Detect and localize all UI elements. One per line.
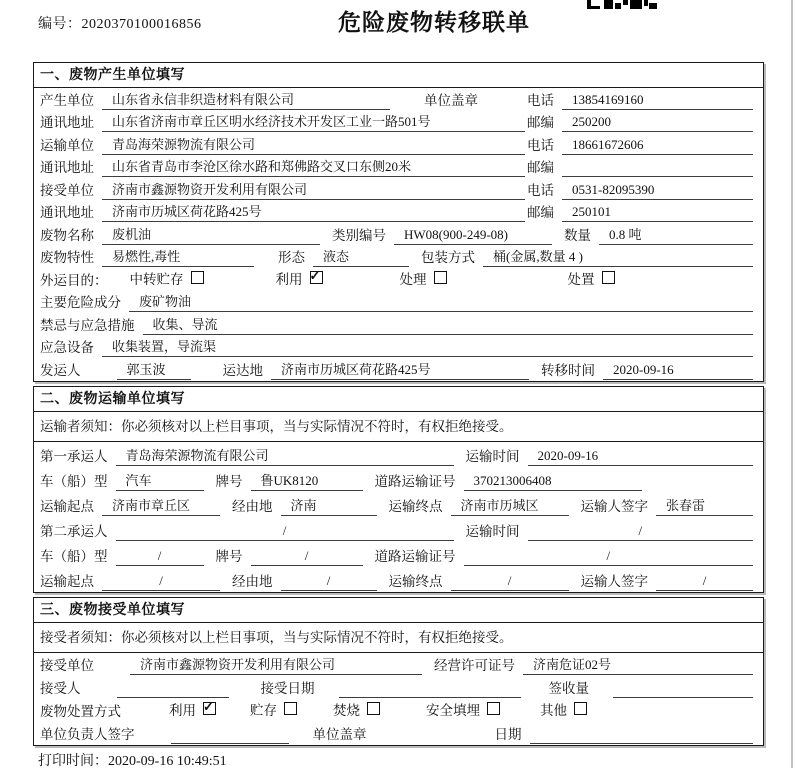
shipper-field: 郭玉波 — [117, 359, 191, 380]
road-permit-label: 道路运输证号 — [374, 473, 456, 489]
received-qty-label: 签收量 — [548, 680, 589, 696]
receiver-address-field: 济南市历城区荷花路425号 — [102, 201, 525, 222]
unit-seal-label: 单位盖章 — [424, 92, 478, 108]
taboo-measures-row — [34, 313, 763, 336]
recipient-field — [117, 681, 229, 698]
transporter-address-field: 山东省青岛市李沧区徐水路和郑佛路交叉口东侧20米 — [102, 156, 525, 177]
responsible-sign-label: 单位负责人签字 — [40, 726, 135, 742]
destination-field: 济南市历城区荷花路425号 — [271, 359, 529, 380]
origin-label: 运输起点 — [40, 573, 94, 589]
waste-name-label: 废物名称 — [40, 227, 94, 243]
main-hazard-field: 废矿物油 — [129, 291, 753, 312]
checkbox-utilize — [310, 271, 323, 284]
plate-field-2: / — [251, 548, 363, 566]
date-label: 日期 — [494, 726, 522, 742]
endpoint-field: 济南市历城区 — [451, 495, 569, 516]
checkbox-disposal-landfill — [487, 702, 500, 715]
packaging-label: 包装方式 — [421, 250, 475, 265]
origin-field: 济南市章丘区 — [102, 495, 220, 516]
purpose-row — [34, 268, 763, 291]
responsible-sign-field — [171, 727, 289, 744]
transport-time-field: 2020-09-16 — [528, 448, 754, 466]
phone-label: 电话 — [527, 137, 554, 153]
transfer-time-label: 转移时间 — [541, 362, 595, 378]
producer-unit-field: 山东省永信非织造材料有限公司 — [102, 89, 390, 110]
disposal-option-storage: 贮存 — [250, 699, 297, 721]
origin-label: 运输起点 — [40, 498, 94, 514]
transporter-unit-label: 运输单位 — [40, 137, 94, 153]
transporter-notice: 运输者须知：你必须核对以上栏目事项，当与实际情况不符时，有权拒绝接受。 — [34, 412, 763, 442]
disposal-option-other: 其他 — [540, 699, 587, 721]
license-label: 经营许可证号 — [434, 657, 515, 673]
phone-label: 电话 — [527, 182, 554, 198]
receiving-unit-field: 济南市鑫源物资开发利用有限公司 — [130, 654, 422, 675]
receiving-unit-row — [34, 653, 763, 676]
producer-phone-field: 13854169160 — [562, 92, 753, 110]
print-time-value: 2020-09-16 10:49:51 — [108, 754, 227, 769]
vehicle-row-2 — [34, 542, 763, 567]
via-field: 济南 — [281, 495, 377, 516]
form-label: 形态 — [278, 250, 305, 265]
second-carrier-row — [34, 517, 763, 542]
address-label: 通讯地址 — [40, 115, 94, 130]
category-label: 类别编号 — [332, 227, 386, 243]
address-label: 通讯地址 — [40, 160, 94, 175]
endpoint-label: 运输终点 — [388, 573, 443, 589]
transporter-address-row — [34, 156, 763, 179]
receiving-unit-label: 接受单位 — [40, 657, 94, 673]
carrier-sign-field-2: / — [656, 573, 753, 591]
receive-date-field — [339, 681, 521, 698]
disposal-method-row — [34, 699, 763, 722]
section-receiver-title: 三、废物接受单位填写 — [34, 598, 763, 623]
producer-address-row — [34, 111, 763, 134]
section-receiver — [33, 597, 764, 746]
zip-label: 邮编 — [527, 115, 554, 130]
shipper-label: 发运人 — [40, 362, 81, 378]
zip-label: 邮编 — [527, 205, 554, 220]
emergency-equipment-label: 应急设备 — [40, 340, 94, 355]
taboo-measures-field: 收集、导流 — [143, 314, 754, 335]
route-row-1 — [34, 492, 763, 517]
recipient-row — [34, 676, 763, 699]
unit-seal-label: 单位盖章 — [312, 726, 367, 742]
waste-character-label: 废物特性 — [40, 250, 94, 265]
producer-unit-row — [34, 88, 763, 111]
first-carrier-field: 青岛海荣源物流有限公司 — [116, 445, 454, 466]
road-permit-field: 370213006408 — [464, 473, 642, 491]
carrier-sign-field: 张春雷 — [656, 495, 753, 516]
producer-zip-field: 250200 — [562, 114, 753, 132]
main-hazard-label: 主要危险成分 — [40, 295, 121, 310]
destination-label: 运达地 — [222, 362, 263, 378]
transporter-phone-field: 18661672606 — [562, 137, 753, 155]
waste-character-row — [34, 246, 763, 269]
purpose-option-dispose: 处置 — [568, 268, 615, 290]
taboo-measures-label: 禁忌与应急措施 — [40, 317, 135, 333]
transporter-unit-field: 青岛海荣源物流有限公司 — [102, 134, 525, 155]
checkbox-transfer-storage — [191, 271, 204, 284]
document-number-value: 2020370100016856 — [81, 17, 202, 32]
transport-time-label: 运输时间 — [465, 523, 520, 539]
carrier-sign-label: 运输人签字 — [580, 498, 648, 514]
second-carrier-field: / — [116, 523, 454, 541]
checkbox-disposal-storage — [284, 702, 297, 715]
disposal-option-utilize: 利用 ✓ — [169, 699, 216, 721]
shipper-row — [34, 358, 763, 381]
purpose-option-utilize: 利用 ✓ — [276, 268, 323, 290]
waste-character-field: 易燃性,毒性 — [102, 246, 254, 267]
checkbox-disposal-incinerate — [367, 702, 380, 715]
endpoint-label: 运输终点 — [388, 498, 443, 514]
form-field: 液态 — [313, 246, 409, 267]
vehicle-type-field-2: / — [116, 548, 204, 566]
document-number-label: 编号： — [38, 17, 82, 32]
transfer-time-field: 2020-09-16 — [603, 362, 753, 380]
page-title: 危险废物转移联单 — [338, 10, 530, 35]
purpose-option-transfer-storage: 中转贮存 — [130, 268, 204, 290]
transport-time-field-2: / — [528, 523, 754, 541]
disposal-method-label: 废物处置方式 — [40, 703, 121, 719]
transporter-unit-row — [34, 133, 763, 156]
vehicle-type-label: 车（船）型 — [40, 473, 108, 489]
road-permit-field-2: / — [464, 548, 754, 566]
section-producer-title: 一、废物产生单位填写 — [34, 63, 763, 88]
first-carrier-row — [34, 442, 763, 467]
vehicle-row-1 — [34, 467, 763, 492]
waste-name-row — [34, 223, 763, 246]
checkbox-disposal-utilize — [203, 702, 216, 715]
manifest-form — [33, 62, 764, 750]
receiver-unit-row — [34, 178, 763, 201]
endpoint-field-2: / — [451, 573, 569, 591]
disposal-option-landfill: 安全填埋 — [426, 699, 500, 721]
packaging-field: 桶(金属,数量 4 ) — [483, 246, 753, 267]
waste-name-field: 废机油 — [102, 224, 320, 245]
receive-date-label: 接受日期 — [260, 680, 315, 696]
checkbox-dispose — [602, 271, 615, 284]
route-row-2 — [34, 567, 763, 592]
license-field: 济南危证02号 — [523, 654, 753, 675]
plate-label: 牌号 — [215, 473, 243, 489]
via-label: 经由地 — [232, 573, 273, 589]
main-hazard-row — [34, 291, 763, 314]
qr-code-fragment-icon — [587, 0, 657, 10]
recipient-label: 接受人 — [40, 680, 81, 696]
quantity-label: 数量 — [564, 227, 591, 243]
producer-unit-label: 产生单位 — [40, 92, 94, 108]
second-carrier-label: 第二承运人 — [40, 523, 108, 539]
receiver-address-row — [34, 201, 763, 224]
address-label: 通讯地址 — [40, 205, 94, 220]
receiver-notice: 接受者须知：你必须核对以上栏目事项，当与实际情况不符时，有权拒绝接受。 — [34, 623, 763, 653]
receiver-zip-field: 250101 — [562, 204, 753, 222]
via-field-2: / — [281, 573, 377, 591]
carrier-sign-label: 运输人签字 — [580, 573, 648, 589]
category-field: HW08(900-249-08) — [394, 227, 552, 245]
zip-label: 邮编 — [527, 160, 554, 175]
receiver-unit-label: 接受单位 — [40, 182, 94, 198]
transport-time-label: 运输时间 — [465, 448, 520, 464]
section-transporter-title: 二、废物运输单位填写 — [34, 387, 763, 412]
first-carrier-label: 第一承运人 — [40, 448, 108, 464]
print-time-label: 打印时间： — [38, 754, 108, 769]
receiver-phone-field: 0531-82095390 — [562, 182, 753, 200]
received-qty-field — [613, 681, 753, 698]
origin-field-2: / — [102, 573, 220, 591]
emergency-equipment-field: 收集装置，导流渠 — [102, 336, 753, 357]
responsible-sign-row — [34, 722, 763, 745]
section-transporter — [33, 386, 764, 593]
via-label: 经由地 — [232, 498, 273, 514]
receiver-unit-field: 济南市鑫源物资开发利用有限公司 — [102, 179, 525, 200]
purpose-label: 外运目的： — [40, 272, 108, 288]
section-producer — [33, 62, 764, 382]
page-edge-line — [791, 0, 793, 768]
plate-label: 牌号 — [215, 548, 243, 564]
print-time — [38, 750, 227, 770]
purpose-option-treat: 处理 — [400, 268, 447, 290]
vehicle-type-field: 汽车 — [116, 470, 204, 491]
checkbox-disposal-other — [574, 702, 587, 715]
disposal-option-incinerate: 焚烧 — [333, 699, 380, 721]
phone-label: 电话 — [527, 92, 554, 108]
vehicle-type-label: 车（船）型 — [40, 548, 108, 564]
transporter-zip-field — [562, 160, 753, 177]
checkbox-treat — [434, 271, 447, 284]
plate-field: 鲁UK8120 — [251, 470, 363, 491]
emergency-equipment-row — [34, 336, 763, 359]
producer-address-field: 山东省济南市章丘区明水经济技术开发区工业一路501号 — [102, 111, 525, 132]
quantity-field: 0.8 吨 — [599, 224, 753, 245]
date-field — [530, 727, 754, 744]
road-permit-label: 道路运输证号 — [374, 548, 456, 564]
